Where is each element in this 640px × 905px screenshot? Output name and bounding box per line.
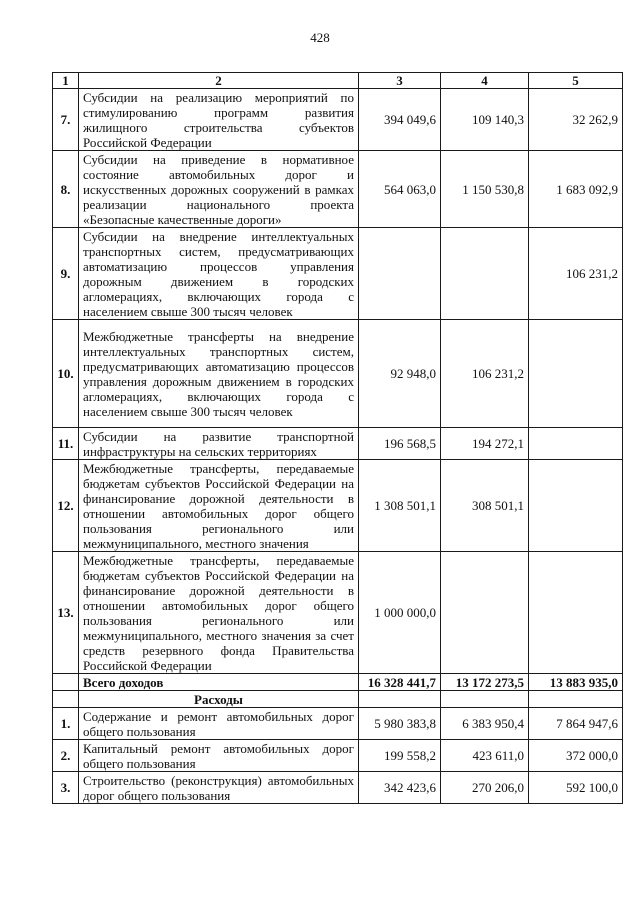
row-description: Субсидии на реализацию мероприятий по стимулированию программ развития жилищного строительства субъектов Российской Федерации xyxy=(79,89,359,151)
row-number: 1. xyxy=(53,708,79,740)
row-description: Капитальный ремонт автомобильных дорог общего пользования xyxy=(79,740,359,772)
value-col5 xyxy=(529,552,623,674)
row-description: Содержание и ремонт автомобильных дорог общего пользования xyxy=(79,708,359,740)
table-row xyxy=(53,740,623,772)
row-number: 13. xyxy=(53,552,79,674)
table-row xyxy=(53,428,623,460)
row-number: 12. xyxy=(53,460,79,552)
total-col5: 13 883 935,0 xyxy=(529,674,623,691)
row-number: 11. xyxy=(53,428,79,460)
value-col5: 106 231,2 xyxy=(529,228,623,320)
row-description: Субсидии на приведение в нормативное состояние автомобильных дорог и искусственных дорожных сооружений в рамках реализации национального проекта «Безопасные качественные дороги» xyxy=(79,151,359,228)
value-col5 xyxy=(529,320,623,428)
value-col3: 342 423,6 xyxy=(359,772,441,804)
header-cell: 5 xyxy=(529,73,623,89)
total-income-row xyxy=(53,674,623,691)
value-col5 xyxy=(529,428,623,460)
row-number: 8. xyxy=(53,151,79,228)
value-col4: 1 150 530,8 xyxy=(441,151,529,228)
total-col3: 16 328 441,7 xyxy=(359,674,441,691)
value-col5: 7 864 947,6 xyxy=(529,708,623,740)
row-number: 3. xyxy=(53,772,79,804)
value-col3: 1 308 501,1 xyxy=(359,460,441,552)
header-cell: 1 xyxy=(53,73,79,89)
table-row xyxy=(53,151,623,228)
value-col3: 196 568,5 xyxy=(359,428,441,460)
table-row xyxy=(53,320,623,428)
row-description: Субсидии на развитие транспортной инфраструктуры на сельских территориях xyxy=(79,428,359,460)
value-col4: 270 206,0 xyxy=(441,772,529,804)
header-cell: 2 xyxy=(79,73,359,89)
value-col4 xyxy=(441,552,529,674)
expenses-title: Расходы xyxy=(79,691,359,708)
value-col5: 592 100,0 xyxy=(529,772,623,804)
row-description: Строительство (реконструкция) автомобильных дорог общего пользования xyxy=(79,772,359,804)
table-row xyxy=(53,552,623,674)
value-col3: 5 980 383,8 xyxy=(359,708,441,740)
row-description: Субсидии на внедрение интеллектуальных транспортных систем, предусматривающих автоматизацию процессов управления дорожным движением в городских агломерациях, включающих города с населением свыше 300 тысяч человек xyxy=(79,228,359,320)
value-col3: 92 948,0 xyxy=(359,320,441,428)
value-col3: 199 558,2 xyxy=(359,740,441,772)
value-col3: 564 063,0 xyxy=(359,151,441,228)
table-header-row xyxy=(53,73,623,89)
value-col4 xyxy=(441,228,529,320)
value-col5: 32 262,9 xyxy=(529,89,623,151)
row-number: 2. xyxy=(53,740,79,772)
table-row xyxy=(53,89,623,151)
value-col4: 109 140,3 xyxy=(441,89,529,151)
value-col4: 423 611,0 xyxy=(441,740,529,772)
table-row xyxy=(53,772,623,804)
value-col4: 106 231,2 xyxy=(441,320,529,428)
value-col3: 1 000 000,0 xyxy=(359,552,441,674)
total-col4: 13 172 273,5 xyxy=(441,674,529,691)
row-number: 9. xyxy=(53,228,79,320)
table-row xyxy=(53,228,623,320)
table-row xyxy=(53,708,623,740)
row-number: 7. xyxy=(53,89,79,151)
header-cell: 3 xyxy=(359,73,441,89)
expenses-section-row xyxy=(53,691,623,708)
header-cell: 4 xyxy=(441,73,529,89)
row-description: Межбюджетные трансферты на внедрение интеллектуальных транспортных систем, предусматривающих автоматизацию процессов управления дорожным движением в городских агломерациях, включающих города с населением свыше 300 тысяч человек xyxy=(79,320,359,428)
row-description: Межбюджетные трансферты, передаваемые бюджетам субъектов Российской Федерации на финансирование дорожной деятельности в отношении автомобильных дорог общего пользования регионального или межмуниципального, местного значения xyxy=(79,460,359,552)
page-number: 428 xyxy=(310,30,330,45)
value-col3: 394 049,6 xyxy=(359,89,441,151)
row-number: 10. xyxy=(53,320,79,428)
value-col4: 308 501,1 xyxy=(441,460,529,552)
value-col4: 194 272,1 xyxy=(441,428,529,460)
value-col4: 6 383 950,4 xyxy=(441,708,529,740)
total-label: Всего доходов xyxy=(79,674,359,691)
table-row xyxy=(53,460,623,552)
value-col3 xyxy=(359,228,441,320)
value-col5: 372 000,0 xyxy=(529,740,623,772)
value-col5: 1 683 092,9 xyxy=(529,151,623,228)
row-description: Межбюджетные трансферты, передаваемые бюджетам субъектов Российской Федерации на финансирование дорожной деятельности в отношении автомобильных дорог общего пользования регионального или межмуниципального, местного значения за счет средств резервного фонда Правительства Российской Федерации xyxy=(79,552,359,674)
value-col5 xyxy=(529,460,623,552)
budget-table xyxy=(52,72,623,804)
